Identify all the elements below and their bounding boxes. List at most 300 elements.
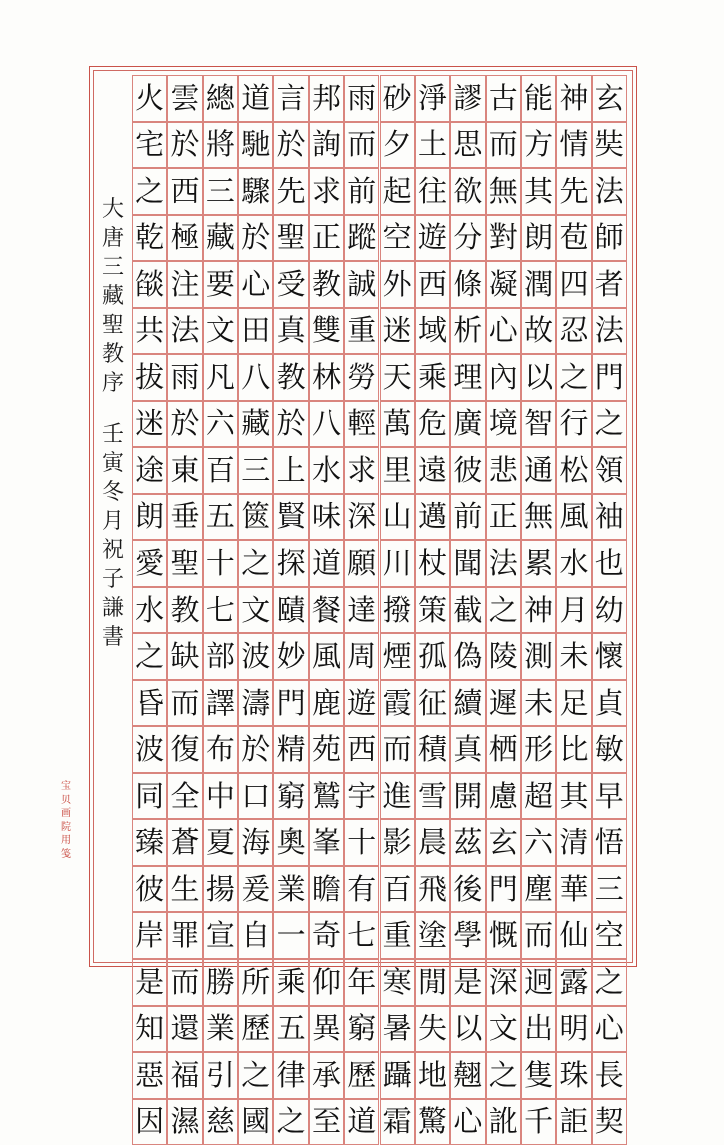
- character-cell: 危: [415, 401, 450, 448]
- character-cell: 願: [344, 540, 379, 587]
- character-cell: 明: [556, 1006, 591, 1053]
- character-cell: 足: [556, 680, 591, 727]
- character-cell: 火: [132, 75, 167, 122]
- character-cell: 賢: [273, 494, 308, 541]
- stamp-char: 贝: [61, 794, 71, 806]
- signature-char: 子: [101, 567, 124, 593]
- signature-column: [96, 195, 130, 755]
- character-cell: 測: [521, 633, 556, 680]
- character-cell: 年: [344, 959, 379, 1006]
- character-cell: 敏: [592, 726, 627, 773]
- character-cell: 田: [238, 308, 273, 355]
- character-cell: 奘: [592, 122, 627, 169]
- character-cell: 無: [486, 168, 521, 215]
- stamp-char: 画: [61, 808, 71, 819]
- character-cell: 山: [380, 494, 415, 541]
- character-cell: 布: [203, 726, 238, 773]
- character-cell: 門: [592, 354, 627, 401]
- character-cell: 奧: [273, 819, 308, 866]
- character-cell: 罪: [167, 912, 202, 959]
- stamp-char: 用: [61, 835, 71, 846]
- character-cell: 妙: [273, 633, 308, 680]
- character-cell: 萬: [380, 401, 415, 448]
- character-cell: 契: [592, 1099, 627, 1145]
- character-cell: 析: [450, 308, 485, 355]
- character-cell: 廣: [450, 401, 485, 448]
- character-cell: 篋: [238, 494, 273, 541]
- character-cell: 八: [309, 401, 344, 448]
- character-cell: 賾: [273, 587, 308, 634]
- character-cell: 翹: [450, 1052, 485, 1099]
- character-cell: 超: [521, 773, 556, 820]
- character-cell: 之: [132, 168, 167, 215]
- character-cell: 領: [592, 447, 627, 494]
- signature-char: 書: [101, 625, 124, 651]
- text-column: [521, 75, 556, 1139]
- character-cell: 三: [592, 866, 627, 913]
- character-cell: 知: [132, 1006, 167, 1053]
- character-cell: 之: [238, 540, 273, 587]
- character-cell: 霞: [380, 680, 415, 727]
- text-column: [486, 75, 521, 1139]
- character-cell: 輕: [344, 401, 379, 448]
- stamp-char: 院: [61, 821, 71, 833]
- character-cell: 重: [344, 308, 379, 355]
- text-column: [344, 75, 379, 1139]
- character-cell: 共: [132, 308, 167, 355]
- signature-char: 序: [101, 371, 124, 397]
- character-cell: 將: [203, 122, 238, 169]
- character-cell: 而: [521, 912, 556, 959]
- character-cell: 誠: [344, 261, 379, 308]
- stamp-char: 宝: [61, 781, 71, 792]
- character-cell: 土: [415, 122, 450, 169]
- character-cell: 邁: [415, 494, 450, 541]
- character-cell: 復: [167, 726, 202, 773]
- character-cell: 其: [556, 773, 591, 820]
- character-cell: 求: [344, 447, 379, 494]
- character-cell: 正: [309, 215, 344, 262]
- character-cell: 雨: [167, 354, 202, 401]
- character-cell: 歷: [344, 1052, 379, 1099]
- character-cell: 對: [486, 215, 521, 262]
- character-cell: 勞: [344, 354, 379, 401]
- character-cell: 境: [486, 401, 521, 448]
- character-cell: 遊: [415, 215, 450, 262]
- character-cell: 深: [344, 494, 379, 541]
- text-column: [450, 75, 485, 1139]
- character-cell: 五: [203, 494, 238, 541]
- signature-title: [102, 195, 124, 398]
- character-cell: 教: [309, 261, 344, 308]
- character-cell: 形: [521, 726, 556, 773]
- character-cell: 情: [556, 122, 591, 169]
- character-cell: 征: [415, 680, 450, 727]
- character-cell: 之: [486, 587, 521, 634]
- character-cell: 而: [380, 726, 415, 773]
- character-cell: 拔: [132, 354, 167, 401]
- character-cell: 失: [415, 1006, 450, 1053]
- character-cell: 異: [309, 1006, 344, 1053]
- character-cell: 杖: [415, 540, 450, 587]
- signature-char: 謙: [101, 596, 124, 622]
- character-cell: 迷: [132, 401, 167, 448]
- character-cell: 岸: [132, 912, 167, 959]
- character-cell: 教: [273, 354, 308, 401]
- signature-char: 三: [101, 255, 124, 281]
- character-cell: 里: [380, 447, 415, 494]
- character-cell: 未: [556, 633, 591, 680]
- character-cell: 垂: [167, 494, 202, 541]
- character-cell: 道: [344, 1099, 379, 1145]
- character-cell: 教: [167, 587, 202, 634]
- character-cell: 截: [450, 587, 485, 634]
- character-cell: 悟: [592, 819, 627, 866]
- character-cell: 達: [344, 587, 379, 634]
- character-cell: 文: [486, 1006, 521, 1053]
- signature-char: 藏: [101, 284, 124, 310]
- character-cell: 先: [556, 168, 591, 215]
- character-cell: 精: [273, 726, 308, 773]
- character-cell: 東: [167, 447, 202, 494]
- character-cell: 千: [521, 1099, 556, 1145]
- character-cell: 通: [521, 447, 556, 494]
- character-cell: 求: [309, 168, 344, 215]
- character-cell: 注: [167, 261, 202, 308]
- character-cell: 勝: [203, 959, 238, 1006]
- character-cell: 風: [556, 494, 591, 541]
- character-cell: 慨: [486, 912, 521, 959]
- character-cell: 其: [521, 168, 556, 215]
- character-cell: 波: [132, 726, 167, 773]
- text-column: [167, 75, 202, 1139]
- character-cell: 地: [415, 1052, 450, 1099]
- character-cell: 缺: [167, 633, 202, 680]
- character-cell: 慮: [486, 773, 521, 820]
- character-cell: 悲: [486, 447, 521, 494]
- character-cell: 途: [132, 447, 167, 494]
- character-cell: 華: [556, 866, 591, 913]
- character-cell: 霜: [380, 1099, 415, 1145]
- character-cell: 律: [273, 1052, 308, 1099]
- character-cell: 未: [521, 680, 556, 727]
- character-cell: 雲: [167, 75, 202, 122]
- character-cell: 業: [273, 866, 308, 913]
- character-cell: 受: [273, 261, 308, 308]
- character-cell: 味: [309, 494, 344, 541]
- signature-char: 教: [101, 342, 124, 368]
- character-cell: 心: [450, 1099, 485, 1145]
- character-cell: 影: [380, 819, 415, 866]
- character-cell: 欲: [450, 168, 485, 215]
- character-cell: 藏: [203, 215, 238, 262]
- character-cell: 濕: [167, 1099, 202, 1145]
- character-cell: 門: [486, 866, 521, 913]
- signature-char: 寅: [101, 451, 124, 477]
- character-cell: 迷: [380, 308, 415, 355]
- character-cell: 者: [592, 261, 627, 308]
- character-cell: 之: [592, 401, 627, 448]
- character-cell: 譯: [203, 680, 238, 727]
- character-cell: 鷲: [309, 773, 344, 820]
- character-cell: 長: [592, 1052, 627, 1099]
- character-cell: 所: [238, 959, 273, 1006]
- character-cell: 波: [238, 633, 273, 680]
- character-cell: 孤: [415, 633, 450, 680]
- character-cell: 能: [521, 75, 556, 122]
- character-cell: 蹤: [344, 215, 379, 262]
- character-cell: 學: [450, 912, 485, 959]
- character-cell: 出: [521, 1006, 556, 1053]
- character-cell: 蒼: [167, 819, 202, 866]
- character-cell: 於: [167, 401, 202, 448]
- text-column: [238, 75, 273, 1139]
- character-cell: 神: [521, 587, 556, 634]
- character-cell: 而: [167, 959, 202, 1006]
- paper-stamp: [56, 780, 76, 861]
- character-cell: 珠: [556, 1052, 591, 1099]
- character-cell: 前: [344, 168, 379, 215]
- character-cell: 百: [380, 866, 415, 913]
- character-cell: 以: [450, 1006, 485, 1053]
- character-cell: 奇: [309, 912, 344, 959]
- character-cell: 分: [450, 215, 485, 262]
- character-cell: 西: [415, 261, 450, 308]
- character-cell: 四: [556, 261, 591, 308]
- character-cell: 訛: [486, 1099, 521, 1145]
- text-column: [380, 75, 415, 1139]
- character-cell: 塗: [415, 912, 450, 959]
- character-cell: 驚: [415, 1099, 450, 1145]
- character-cell: 雪: [415, 773, 450, 820]
- character-cell: 續: [450, 680, 485, 727]
- character-cell: 月: [556, 587, 591, 634]
- character-cell: 引: [203, 1052, 238, 1099]
- text-column: [132, 75, 167, 1139]
- signature-char: 月: [101, 509, 124, 535]
- character-cell: 心: [486, 308, 521, 355]
- character-cell: 門: [273, 680, 308, 727]
- character-cell: 詎: [556, 1099, 591, 1145]
- character-cell: 至: [309, 1099, 344, 1145]
- character-cell: 積: [415, 726, 450, 773]
- character-cell: 前: [450, 494, 485, 541]
- character-cell: 苞: [556, 215, 591, 262]
- character-cell: 還: [167, 1006, 202, 1053]
- character-cell: 言: [273, 75, 308, 122]
- character-cell: 智: [521, 401, 556, 448]
- character-cell: 自: [238, 912, 273, 959]
- character-cell: 暑: [380, 1006, 415, 1053]
- character-cell: 詢: [309, 122, 344, 169]
- character-cell: 而: [344, 122, 379, 169]
- character-cell: 起: [380, 168, 415, 215]
- character-cell: 宅: [132, 122, 167, 169]
- character-cell: 師: [592, 215, 627, 262]
- character-cell: 聖: [273, 215, 308, 262]
- character-cell: 思: [450, 122, 485, 169]
- character-cell: 福: [167, 1052, 202, 1099]
- character-cell: 方: [521, 122, 556, 169]
- character-cell: 揚: [203, 866, 238, 913]
- signature-char: 大: [101, 197, 124, 222]
- character-cell: 先: [273, 168, 308, 215]
- character-cell: 飛: [415, 866, 450, 913]
- character-cell: 生: [167, 866, 202, 913]
- character-cell: 水: [132, 587, 167, 634]
- character-cell: 藏: [238, 401, 273, 448]
- character-cell: 歷: [238, 1006, 273, 1053]
- character-cell: 真: [450, 726, 485, 773]
- character-cell: 仰: [309, 959, 344, 1006]
- character-cell: 心: [238, 261, 273, 308]
- character-cell: 行: [556, 401, 591, 448]
- character-cell: 燄: [132, 261, 167, 308]
- character-cell: 貞: [592, 680, 627, 727]
- character-cell: 探: [273, 540, 308, 587]
- character-cell: 塵: [521, 866, 556, 913]
- text-column: [273, 75, 308, 1139]
- character-cell: 晨: [415, 819, 450, 866]
- character-cell: 遊: [344, 680, 379, 727]
- character-cell: 彼: [450, 447, 485, 494]
- character-cell: 之: [592, 959, 627, 1006]
- character-cell: 於: [273, 122, 308, 169]
- character-cell: 玄: [486, 819, 521, 866]
- character-cell: 累: [521, 540, 556, 587]
- character-cell: 要: [203, 261, 238, 308]
- character-cell: 有: [344, 866, 379, 913]
- character-cell: 策: [415, 587, 450, 634]
- character-cell: 也: [592, 540, 627, 587]
- character-cell: 閒: [415, 959, 450, 1006]
- character-cell: 開: [450, 773, 485, 820]
- character-cell: 法: [592, 168, 627, 215]
- character-cell: 真: [273, 308, 308, 355]
- character-cell: 寒: [380, 959, 415, 1006]
- character-cell: 松: [556, 447, 591, 494]
- character-cell: 慈: [203, 1099, 238, 1145]
- character-cell: 夕: [380, 122, 415, 169]
- character-cell: 於: [238, 726, 273, 773]
- character-cell: 宇: [344, 773, 379, 820]
- character-cell: 之: [238, 1052, 273, 1099]
- character-cell: 於: [167, 122, 202, 169]
- character-cell: 仙: [556, 912, 591, 959]
- character-cell: 全: [167, 773, 202, 820]
- character-cell: 天: [380, 354, 415, 401]
- character-cell: 馳: [238, 122, 273, 169]
- character-cell: 謬: [450, 75, 485, 122]
- character-cell: 是: [132, 959, 167, 1006]
- character-cell: 域: [415, 308, 450, 355]
- character-cell: 是: [450, 959, 485, 1006]
- character-cell: 聞: [450, 540, 485, 587]
- character-cell: 海: [238, 819, 273, 866]
- character-cell: 聖: [167, 540, 202, 587]
- stamp-char: 笺: [61, 848, 71, 860]
- character-cell: 邦: [309, 75, 344, 122]
- character-cell: 西: [344, 726, 379, 773]
- signature-char: 唐: [101, 226, 124, 252]
- character-cell: 苑: [309, 726, 344, 773]
- character-cell: 重: [380, 912, 415, 959]
- signature-char: 祝: [101, 538, 124, 564]
- character-cell: 之: [273, 1099, 308, 1145]
- character-cell: 夏: [203, 819, 238, 866]
- character-cell: 五: [273, 1006, 308, 1053]
- character-cell: 窮: [344, 1006, 379, 1053]
- signature-char: 聖: [101, 313, 124, 339]
- character-cell: 清: [556, 819, 591, 866]
- text-column: [309, 75, 344, 1139]
- character-cell: 隻: [521, 1052, 556, 1099]
- character-cell: 迥: [521, 959, 556, 1006]
- character-cell: 空: [592, 912, 627, 959]
- character-cell: 道: [238, 75, 273, 122]
- character-cell: 法: [486, 540, 521, 587]
- character-cell: 部: [203, 633, 238, 680]
- character-cell: 撥: [380, 587, 415, 634]
- character-cell: 峯: [309, 819, 344, 866]
- character-cell: 七: [203, 587, 238, 634]
- signature-date-author: [102, 420, 124, 652]
- character-cell: 十: [203, 540, 238, 587]
- character-cell: 鹿: [309, 680, 344, 727]
- character-cell: 三: [203, 168, 238, 215]
- character-cell: 深: [486, 959, 521, 1006]
- character-cell: 八: [238, 354, 273, 401]
- character-cell: 乾: [132, 215, 167, 262]
- character-cell: 之: [556, 354, 591, 401]
- character-cell: 比: [556, 726, 591, 773]
- character-cell: 雨: [344, 75, 379, 122]
- character-cell: 於: [273, 401, 308, 448]
- character-cell: 空: [380, 215, 415, 262]
- character-cell: 乘: [415, 354, 450, 401]
- character-cell: 周: [344, 633, 379, 680]
- character-cell: 玄: [592, 75, 627, 122]
- character-cell: 故: [521, 308, 556, 355]
- character-cell: 之: [486, 1052, 521, 1099]
- character-cell: 六: [203, 401, 238, 448]
- character-cell: 承: [309, 1052, 344, 1099]
- character-cell: 懷: [592, 633, 627, 680]
- character-cell: 心: [592, 1006, 627, 1053]
- character-cell: 總: [203, 75, 238, 122]
- text-column: [556, 75, 591, 1139]
- character-cell: 濤: [238, 680, 273, 727]
- character-cell: 幼: [592, 587, 627, 634]
- text-column: [415, 75, 450, 1139]
- character-cell: 之: [132, 633, 167, 680]
- character-cell: 臻: [132, 819, 167, 866]
- signature-char: 壬: [101, 422, 124, 448]
- character-cell: 雙: [309, 308, 344, 355]
- character-cell: 條: [450, 261, 485, 308]
- character-cell: 外: [380, 261, 415, 308]
- character-cell: 國: [238, 1099, 273, 1145]
- character-cell: 業: [203, 1006, 238, 1053]
- character-cell: 六: [521, 819, 556, 866]
- character-cell: 遠: [415, 447, 450, 494]
- character-cell: 窮: [273, 773, 308, 820]
- character-cell: 煙: [380, 633, 415, 680]
- character-cell: 偽: [450, 633, 485, 680]
- character-cell: 茲: [450, 819, 485, 866]
- character-cell: 極: [167, 215, 202, 262]
- character-cell: 陵: [486, 633, 521, 680]
